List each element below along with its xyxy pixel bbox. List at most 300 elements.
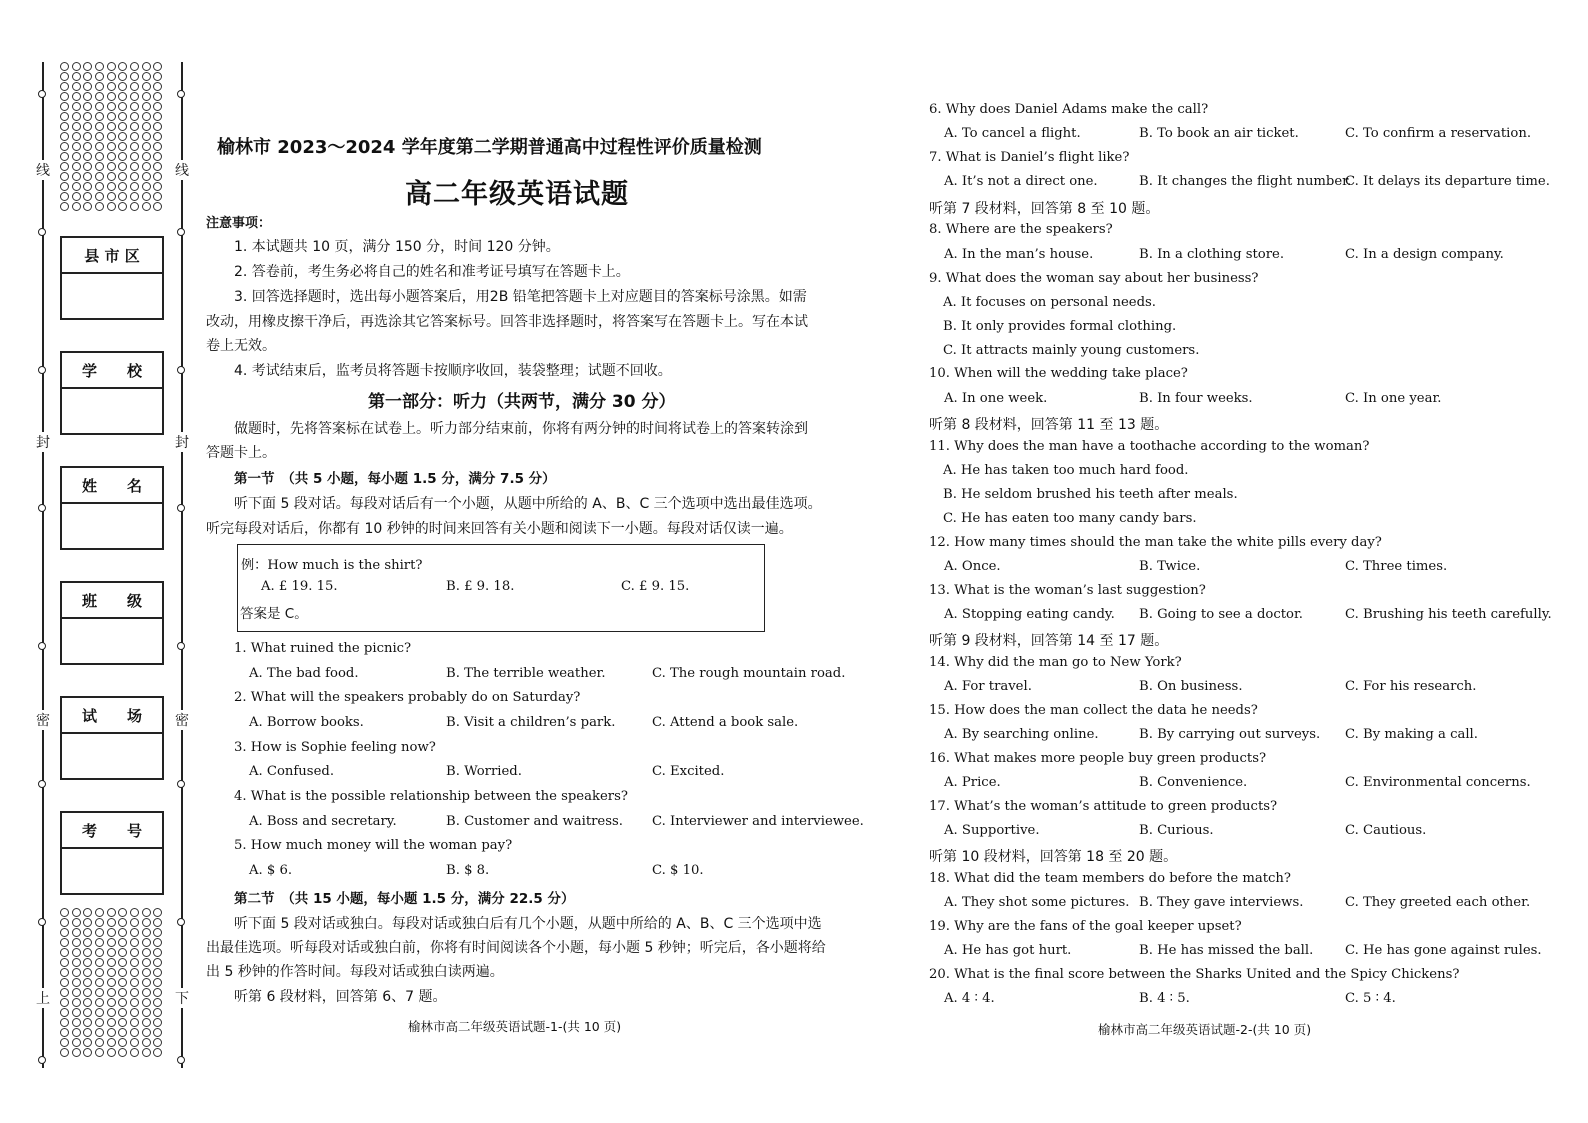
perforation-dot [118,72,127,81]
perforation-dot [130,132,139,141]
perforation-dot [153,72,162,81]
binding-hole [38,504,46,512]
perforation-dot [83,152,92,161]
option-18b[interactable]: B. They gave interviews. [1139,895,1304,910]
perforation-dot [60,192,69,201]
perforation-dot [130,102,139,111]
option-8b[interactable]: B. In a clothing store. [1139,247,1285,262]
perforation-dot [60,102,69,111]
perforation-dot [83,62,92,71]
option-20c[interactable]: C. 5 ∶ 4. [1345,991,1396,1006]
perforation-dot [130,172,139,181]
perforation-dot [60,82,69,91]
seal-label-tight: 密 [36,710,50,730]
perforation-dot [142,112,151,121]
question-3: 3. How is Sophie feeling now? [234,740,436,755]
perforation-dot [72,998,81,1007]
section1-intro: 听完每段对话后，你都有 10 秒钟的时间来回答有关小题和阅读下一小题。每段对话仅读一遍。 [206,521,793,537]
perforation-dot [95,102,104,111]
option-2c[interactable]: C. Attend a book sale. [652,715,799,730]
question-17: 17. What’s the woman’s attitude to green products? [929,799,1278,814]
option-18a[interactable]: A. They shot some pictures. [944,895,1130,910]
perforation-dot [153,202,162,211]
perforation-dot [153,1008,162,1017]
perforation-dot [95,62,104,71]
option-9b[interactable]: B. It only provides formal clothing. [943,319,1177,334]
perforation-dot [107,938,116,947]
perforation-dot [60,988,69,997]
info-box-county[interactable]: 县 市 区 [60,236,164,320]
perforation-dot [142,1038,151,1047]
option-5b[interactable]: B. $ 8. [446,863,490,878]
perforation-dot [83,958,92,967]
perforation-dot [83,82,92,91]
perforation-dot [95,82,104,91]
perforation-dot [83,1048,92,1057]
option-6b[interactable]: B. To book an air ticket. [1139,126,1299,141]
perforation-dot [153,1048,162,1057]
section2-title: 第二节 （共 15 小题，每小题 1.5 分，满分 22.5 分） [234,891,575,907]
perforation-dot [142,1028,151,1037]
perforation-dot [142,132,151,141]
option-14b[interactable]: B. On business. [1139,679,1243,694]
option-19a[interactable]: A. He has got hurt. [944,943,1072,958]
perforation-dot [142,122,151,131]
option-10c[interactable]: C. In one year. [1345,391,1442,406]
example-option-b: B. £ 9. 18. [446,579,515,594]
perforation-dot [95,958,104,967]
perforation-dot [83,182,92,191]
perforation-dot [95,968,104,977]
section2-intro: 听下面 5 段对话或独白。每段对话或独白后有几个小题，从题中所给的 A、B、C 三个选项中选 [234,916,822,932]
part1-intro: 答题卡上。 [206,445,276,461]
perforation-dot [72,938,81,947]
option-15c[interactable]: C. By making a call. [1345,727,1478,742]
perforation-dot [107,152,116,161]
option-20b[interactable]: B. 4 ∶ 5. [1139,991,1190,1006]
perforation-dot [142,72,151,81]
listen-material-6: 听第 6 段材料，回答第 6、7 题。 [234,989,447,1005]
perforation-dot [118,162,127,171]
perforation-dot [118,918,127,927]
option-18c[interactable]: C. They greeted each other. [1345,895,1531,910]
option-2b[interactable]: B. Visit a children’s park. [446,715,616,730]
perforation-dot [153,112,162,121]
perforation-dot [153,988,162,997]
perforation-dot [118,1038,127,1047]
perforation-dot [107,122,116,131]
perforation-dot [83,978,92,987]
perforation-dot [142,918,151,927]
question-16: 16. What makes more people buy green products? [929,751,1267,766]
perforation-dots-bottom [60,908,164,1057]
perforation-dot [72,62,81,71]
perforation-dot [118,968,127,977]
perforation-dot [60,92,69,101]
perforation-dot [118,1008,127,1017]
perforation-dot [95,948,104,957]
perforation-dot [153,102,162,111]
perforation-dot [107,978,116,987]
listen-material-7: 听第 7 段材料，回答第 8 至 10 题。 [929,201,1160,217]
perforation-dot [83,142,92,151]
perforation-dot [107,998,116,1007]
perforation-dot [142,968,151,977]
option-6a[interactable]: A. To cancel a flight. [944,126,1081,141]
question-18: 18. What did the team members do before the match? [929,871,1291,886]
question-2: 2. What will the speakers probably do on Saturday? [234,690,581,705]
option-9c[interactable]: C. It attracts mainly young customers. [943,343,1200,358]
perforation-dot [118,82,127,91]
option-7a[interactable]: A. It’s not a direct one. [944,174,1098,189]
question-15: 15. How does the man collect the data he needs? [929,703,1258,718]
perforation-dot [130,62,139,71]
perforation-dot [153,142,162,151]
option-1c[interactable]: C. The rough mountain road. [652,666,846,681]
perforation-dot [130,1008,139,1017]
perforation-dot [83,938,92,947]
option-16a[interactable]: A. Price. [944,775,1001,790]
perforation-dot [153,998,162,1007]
perforation-dot [130,1048,139,1057]
question-5: 5. How much money will the woman pay? [234,838,513,853]
perforation-dot [83,928,92,937]
perforation-dot [95,72,104,81]
option-19b[interactable]: B. He has missed the ball. [1139,943,1314,958]
binding-hole [38,780,46,788]
option-3a[interactable]: A. Confused. [249,764,335,779]
question-4: 4. What is the possible relationship between the speakers? [234,789,628,804]
option-16c[interactable]: C. Environmental concerns. [1345,775,1531,790]
perforation-dot [142,998,151,1007]
perforation-dot [107,142,116,151]
perforation-dot [118,908,127,917]
perforation-dot [95,202,104,211]
perforation-dot [118,182,127,191]
option-5c[interactable]: C. $ 10. [652,863,704,878]
perforation-dot [72,1028,81,1037]
option-20a[interactable]: A. 4 ∶ 4. [944,991,995,1006]
listen-material-9: 听第 9 段材料，回答第 14 至 17 题。 [929,633,1169,649]
perforation-dot [60,938,69,947]
question-20: 20. What is the final score between the Sharks United and the Spicy Chickens? [929,967,1460,982]
perforation-dot [72,988,81,997]
perforation-dot [153,152,162,161]
perforation-dot [118,122,127,131]
perforation-dot [83,112,92,121]
perforation-dot [118,62,127,71]
perforation-dot [72,948,81,957]
option-3c[interactable]: C. Excited. [652,764,725,779]
perforation-dot [95,162,104,171]
perforation-dot [153,62,162,71]
perforation-dot [60,72,69,81]
perforation-dot [95,938,104,947]
option-4a[interactable]: A. Boss and secretary. [249,814,397,829]
notice-line: 改动，用橡皮擦干净后，再选涂其它答案标号。回答非选择题时，将答案写在答题卡上。写在本试 [206,314,808,330]
perforation-dot [60,182,69,191]
perforation-dot [60,62,69,71]
perforation-dot [142,172,151,181]
perforation-dot [153,908,162,917]
perforation-dot [130,182,139,191]
option-19c[interactable]: C. He has gone against rules. [1345,943,1542,958]
info-box-exam-number[interactable]: 考 号 [60,811,164,895]
perforation-dot [60,948,69,957]
perforation-dots-top [60,62,164,211]
perforation-dot [153,1028,162,1037]
question-13: 13. What is the woman’s last suggestion? [929,583,1206,598]
option-16b[interactable]: B. Convenience. [1139,775,1248,790]
perforation-dot [153,958,162,967]
perforation-dot [153,182,162,191]
seal-label-seal: 封 [175,432,189,452]
notice-heading: 注意事项： [206,216,272,231]
question-8: 8. Where are the speakers? [929,222,1113,237]
perforation-dot [60,112,69,121]
binding-hole [177,504,185,512]
perforation-dot [72,172,81,181]
part1-intro: 做题时，先将答案标在试卷上。听力部分结束前，你将有两分钟的时间将试卷上的答案转涂到 [234,421,808,437]
perforation-dot [72,928,81,937]
perforation-dot [72,192,81,201]
option-6c[interactable]: C. To confirm a reservation. [1345,126,1532,141]
perforation-dot [142,182,151,191]
perforation-dot [72,162,81,171]
notice-line: 4. 考试结束后，监考员将答题卡按顺序收回，装袋整理；试题不回收。 [234,363,672,379]
option-12a[interactable]: A. Once. [944,559,1001,574]
perforation-dot [60,152,69,161]
perforation-dot [95,152,104,161]
option-9a[interactable]: A. It focuses on personal needs. [943,295,1156,310]
perforation-dot [118,192,127,201]
perforation-dot [60,202,69,211]
perforation-dot [130,988,139,997]
notice-line: 卷上无效。 [206,338,276,354]
perforation-dot [107,202,116,211]
perforation-dot [118,958,127,967]
perforation-dot [142,202,151,211]
perforation-dot [153,162,162,171]
option-14c[interactable]: C. For his research. [1345,679,1477,694]
perforation-dot [72,92,81,101]
perforation-dot [107,958,116,967]
perforation-dot [153,192,162,201]
option-12b[interactable]: B. Twice. [1139,559,1201,574]
perforation-dot [95,122,104,131]
option-10a[interactable]: A. In one week. [944,391,1048,406]
option-11b[interactable]: B. He seldom brushed his teeth after meals. [943,487,1238,502]
perforation-dot [118,142,127,151]
perforation-dot [60,968,69,977]
perforation-dot [130,908,139,917]
perforation-dot [130,202,139,211]
perforation-dot [142,948,151,957]
option-4b[interactable]: B. Customer and waitress. [446,814,623,829]
binding-hole [177,1056,185,1064]
info-box-class[interactable]: 班 级 [60,581,164,665]
perforation-dot [130,978,139,987]
perforation-dot [95,112,104,121]
option-7b[interactable]: B. It changes the flight number. [1139,174,1352,189]
perforation-dot [118,978,127,987]
seal-label-tight: 密 [175,710,189,730]
perforation-dot [95,988,104,997]
perforation-dot [60,132,69,141]
perforation-dot [142,908,151,917]
perforation-dot [107,928,116,937]
option-11c[interactable]: C. He has eaten too many candy bars. [943,511,1197,526]
perforation-dot [130,928,139,937]
perforation-dot [107,72,116,81]
perforation-dot [60,908,69,917]
option-13c[interactable]: C. Brushing his teeth carefully. [1345,607,1552,622]
perforation-dot [130,162,139,171]
perforation-dot [118,152,127,161]
option-3b[interactable]: B. Worried. [446,764,522,779]
binding-hole [177,780,185,788]
perforation-dot [153,928,162,937]
option-11a[interactable]: A. He has taken too much hard food. [943,463,1189,478]
perforation-dot [118,202,127,211]
perforation-dot [83,1008,92,1017]
option-13a[interactable]: A. Stopping eating candy. [944,607,1115,622]
option-15a[interactable]: A. By searching online. [944,727,1099,742]
perforation-dot [72,1048,81,1057]
perforation-dot [95,192,104,201]
option-17a[interactable]: A. Supportive. [944,823,1040,838]
perforation-dot [83,202,92,211]
perforation-dot [83,102,92,111]
perforation-dot [142,1008,151,1017]
option-2a[interactable]: A. Borrow books. [249,715,364,730]
perforation-dot [142,958,151,967]
perforation-dot [72,112,81,121]
binding-hole [38,366,46,374]
info-box-room[interactable]: 试 场 [60,696,164,780]
perforation-dot [72,182,81,191]
perforation-dot [118,132,127,141]
question-11: 11. Why does the man have a toothache according to the woman? [929,439,1370,454]
part1-title: 第一部分：听力（共两节，满分 30 分） [368,392,676,412]
info-box-school[interactable]: 学 校 [60,351,164,435]
option-10b[interactable]: B. In four weeks. [1139,391,1253,406]
perforation-dot [153,1038,162,1047]
perforation-dot [72,958,81,967]
binding-hole [177,918,185,926]
perforation-dot [130,192,139,201]
option-15b[interactable]: B. By carrying out surveys. [1139,727,1321,742]
perforation-dot [107,162,116,171]
option-17b[interactable]: B. Curious. [1139,823,1214,838]
perforation-dot [130,938,139,947]
perforation-dot [72,82,81,91]
perforation-dot [142,102,151,111]
option-5a[interactable]: A. $ 6. [249,863,293,878]
perforation-dot [72,1008,81,1017]
option-7c[interactable]: C. It delays its departure time. [1345,174,1550,189]
perforation-dot [130,958,139,967]
perforation-dot [107,948,116,957]
perforation-dot [142,1018,151,1027]
perforation-dot [107,82,116,91]
perforation-dot [83,988,92,997]
perforation-dot [83,1018,92,1027]
perforation-dot [153,82,162,91]
perforation-dot [130,122,139,131]
perforation-dot [95,132,104,141]
perforation-dot [130,1018,139,1027]
exam-subtitle: 高二年级英语试题 [405,179,629,210]
perforation-dot [95,928,104,937]
option-14a[interactable]: A. For travel. [944,679,1032,694]
perforation-dot [60,1048,69,1057]
perforation-dot [95,918,104,927]
perforation-dot [118,928,127,937]
perforation-dot [118,92,127,101]
perforation-dot [153,172,162,181]
perforation-dot [83,122,92,131]
perforation-dot [130,948,139,957]
perforation-dot [83,162,92,171]
example-option-c: C. £ 9. 15. [621,579,690,594]
perforation-dot [107,172,116,181]
perforation-dot [130,112,139,121]
perforation-dot [107,102,116,111]
perforation-dot [130,1028,139,1037]
perforation-dot [118,998,127,1007]
perforation-dot [83,1038,92,1047]
info-box-name[interactable]: 姓 名 [60,466,164,550]
question-9: 9. What does the woman say about her business? [929,271,1259,286]
perforation-dot [130,72,139,81]
section1-title: 第一节 （共 5 小题，每小题 1.5 分，满分 7.5 分） [234,471,556,487]
perforation-dot [130,918,139,927]
option-8a[interactable]: A. In the man’s house. [944,247,1094,262]
perforation-dot [83,72,92,81]
perforation-dot [60,928,69,937]
perforation-dot [83,132,92,141]
exam-title: 榆林市 2023～2024 学年度第二学期普通高中过程性评价质量检测 [217,137,762,158]
option-17c[interactable]: C. Cautious. [1345,823,1427,838]
question-19: 19. Why are the fans of the goal keeper upset? [929,919,1242,934]
option-13b[interactable]: B. Going to see a doctor. [1139,607,1303,622]
perforation-dot [107,908,116,917]
option-12c[interactable]: C. Three times. [1345,559,1448,574]
perforation-dot [83,192,92,201]
option-4c[interactable]: C. Interviewer and interviewee. [652,814,864,829]
option-8c[interactable]: C. In a design company. [1345,247,1504,262]
perforation-dot [83,1028,92,1037]
perforation-dot [130,142,139,151]
example-option-a: A. £ 19. 15. [261,579,338,594]
perforation-dot [95,998,104,1007]
option-1a[interactable]: A. The bad food. [249,666,359,681]
perforation-dot [107,968,116,977]
perforation-dot [60,998,69,1007]
perforation-dot [153,132,162,141]
section1-intro: 听下面 5 段对话。每段对话后有一个小题，从题中所给的 A、B、C 三个选项中选出最佳选项。 [234,496,822,512]
binding-hole [177,90,185,98]
perforation-dot [118,102,127,111]
option-1b[interactable]: B. The terrible weather. [446,666,606,681]
perforation-dot [95,1028,104,1037]
perforation-dot [72,72,81,81]
perforation-dot [95,1008,104,1017]
perforation-dot [95,908,104,917]
perforation-dot [60,958,69,967]
question-12: 12. How many times should the man take the white pills every day? [929,535,1382,550]
